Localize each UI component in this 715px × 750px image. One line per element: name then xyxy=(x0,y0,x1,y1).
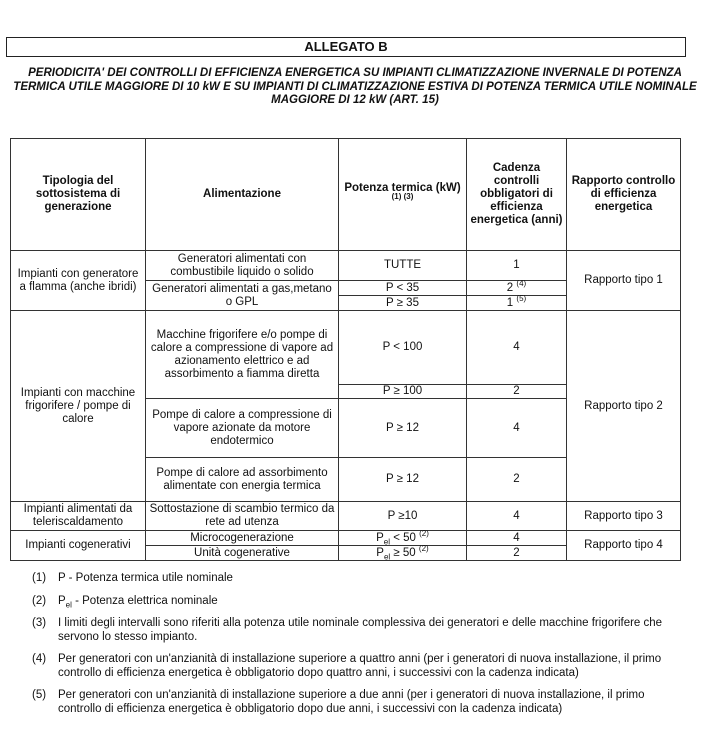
potenza-cell xyxy=(339,543,467,561)
document-subtitle: PERIODICITA' DEI CONTROLLI DI EFFICIENZA ENERGETICA SU IMPIANTI CLIMATIZZAZIONE INVERNALE DI POTENZA TERMICA UTILE MAGGIORE DI 10 kW E SU IMPIANTI DI CLIMATIZZAZIONE ESTIVA DI POTENZA TERMICA UTILE NOMINALE MAGGIORE DI 12 kW (ART. 15) xyxy=(13,67,697,106)
potenza-symbol: P xyxy=(376,531,384,544)
potenza-cell: P ≥ 35 xyxy=(339,296,467,311)
footnote-number: (4) xyxy=(32,653,47,665)
potenza-cell: P ≥10 xyxy=(339,502,467,531)
footnote-5 xyxy=(32,689,682,716)
periodicity-table xyxy=(10,138,681,561)
group-frigo: Impianti con macchine frigorifere / pompe di calore xyxy=(11,311,146,502)
potenza-footnote: (2) xyxy=(418,543,429,553)
alimentazione-cell: Generatori alimentati a gas,metano o GPL xyxy=(146,281,339,311)
cadenza-value: 2 xyxy=(506,281,514,294)
potenza-cell xyxy=(339,528,467,546)
footnote-2 xyxy=(32,595,682,609)
document-title: ALLEGATO B xyxy=(6,37,686,57)
rapporto-tipo-3: Rapporto tipo 3 xyxy=(567,502,681,531)
header-tipologia: Tipologia del sottosistema di generazione xyxy=(11,139,146,251)
cadenza-cell: 4 xyxy=(467,502,567,531)
footnote-text: Per generatori con un'anzianità di installazione superiore a due anni (per i generatori di nuova installazione, il primo controllo di efficienza energetica è obbligatorio dopo due anni, i successivi con la cadenza indicata) xyxy=(58,689,645,715)
header-cadenza: Cadenza controlli obbligatori di efficienza energetica (anni) xyxy=(467,139,567,251)
potenza-cell: TUTTE xyxy=(339,251,467,281)
footnote-subscript: el xyxy=(65,599,72,609)
alimentazione-cell: Microcogenerazione xyxy=(146,531,339,546)
alimentazione-cell: Macchine frigorifere e/o pompe di calore a compressione di vapore ad azionamento elettrico e ad assorbimento a fiamma diretta xyxy=(146,311,339,399)
cadenza-cell: 2 xyxy=(467,458,567,502)
cadenza-footnote: (5) xyxy=(516,293,527,303)
footnote-1 xyxy=(32,572,682,586)
header-rapporto: Rapporto controllo di efficienza energetica xyxy=(567,139,681,251)
header-alimentazione: Alimentazione xyxy=(146,139,339,251)
alimentazione-cell: Pompe di calore a compressione di vapore azionate da motore endotermico xyxy=(146,399,339,458)
group-tele: Impianti alimentati da teleriscaldamento xyxy=(11,502,146,531)
cadenza-cell xyxy=(467,293,567,311)
footnote-number: (1) xyxy=(32,572,47,584)
footnote-text: Per generatori con un'anzianità di installazione superiore a quattro anni (per i generatori di nuova installazione, il primo controllo di efficienza energetica è obbligatorio dopo quattro anni, i successivi con la cadenza indicata) xyxy=(58,653,662,679)
cadenza-cell: 4 xyxy=(467,311,567,385)
rapporto-tipo-2: Rapporto tipo 2 xyxy=(567,311,681,502)
potenza-value: < 50 xyxy=(390,531,416,544)
footnote-3 xyxy=(32,617,682,644)
potenza-subscript: el xyxy=(383,536,390,546)
alimentazione-cell: Sottostazione di scambio termico da rete ad utenza xyxy=(146,502,339,531)
table-row xyxy=(11,502,681,531)
group-flamma: Impianti con generatore a flamma (anche ibridi) xyxy=(11,251,146,311)
potenza-cell: P ≥ 100 xyxy=(339,385,467,399)
cadenza-footnote: (4) xyxy=(516,278,527,288)
cadenza-cell: 1 xyxy=(467,251,567,281)
cadenza-cell: 2 xyxy=(467,546,567,561)
potenza-cell: P < 35 xyxy=(339,281,467,296)
potenza-symbol: P xyxy=(376,546,384,559)
alimentazione-cell: Generatori alimentati con combustibile liquido o solido xyxy=(146,251,339,281)
potenza-subscript: el xyxy=(383,551,391,561)
cadenza-value: 1 xyxy=(506,296,514,309)
header-potenza-footnote: (1) (3) xyxy=(391,191,414,201)
potenza-cell: P ≥ 12 xyxy=(339,399,467,458)
rapporto-tipo-4: Rapporto tipo 4 xyxy=(567,531,681,561)
footnote-text: P - Potenza termica utile nominale xyxy=(58,572,233,584)
header-potenza xyxy=(339,139,467,251)
footnote-number: (2) xyxy=(32,594,47,607)
table-row xyxy=(11,251,681,281)
table-row xyxy=(11,311,681,385)
footnote-number: (3) xyxy=(32,617,47,629)
footnote-text: I limiti degli intervalli sono riferiti alla potenza utile nominale complessiva dei generatori e delle macchine frigorifere che servono lo stesso impianto. xyxy=(58,617,663,643)
alimentazione-cell: Pompe di calore ad assorbimento alimentate con energia termica xyxy=(146,458,339,502)
group-cogen: Impianti cogenerativi xyxy=(11,531,146,561)
cadenza-cell: 2 xyxy=(467,385,567,399)
table-header-row xyxy=(11,139,681,251)
table-row xyxy=(11,531,681,546)
footnotes xyxy=(32,572,682,725)
potenza-footnote: (2) xyxy=(419,528,429,538)
potenza-value: ≥ 50 xyxy=(390,546,416,559)
cadenza-cell: 4 xyxy=(467,531,567,546)
potenza-cell: P ≥ 12 xyxy=(339,458,467,502)
rapporto-tipo-1: Rapporto tipo 1 xyxy=(567,251,681,311)
potenza-cell: P < 100 xyxy=(339,311,467,385)
alimentazione-cell: Unità cogenerative xyxy=(146,546,339,561)
cadenza-cell: 4 xyxy=(467,399,567,458)
footnote-text-wrap xyxy=(58,595,682,609)
header-potenza-text: Potenza termica (kW) xyxy=(344,181,461,194)
footnote-number: (5) xyxy=(32,689,47,701)
footnote-4 xyxy=(32,653,682,680)
footnote-symbol: P xyxy=(58,594,66,607)
footnote-text: - Potenza elettrica nominale xyxy=(71,594,218,607)
